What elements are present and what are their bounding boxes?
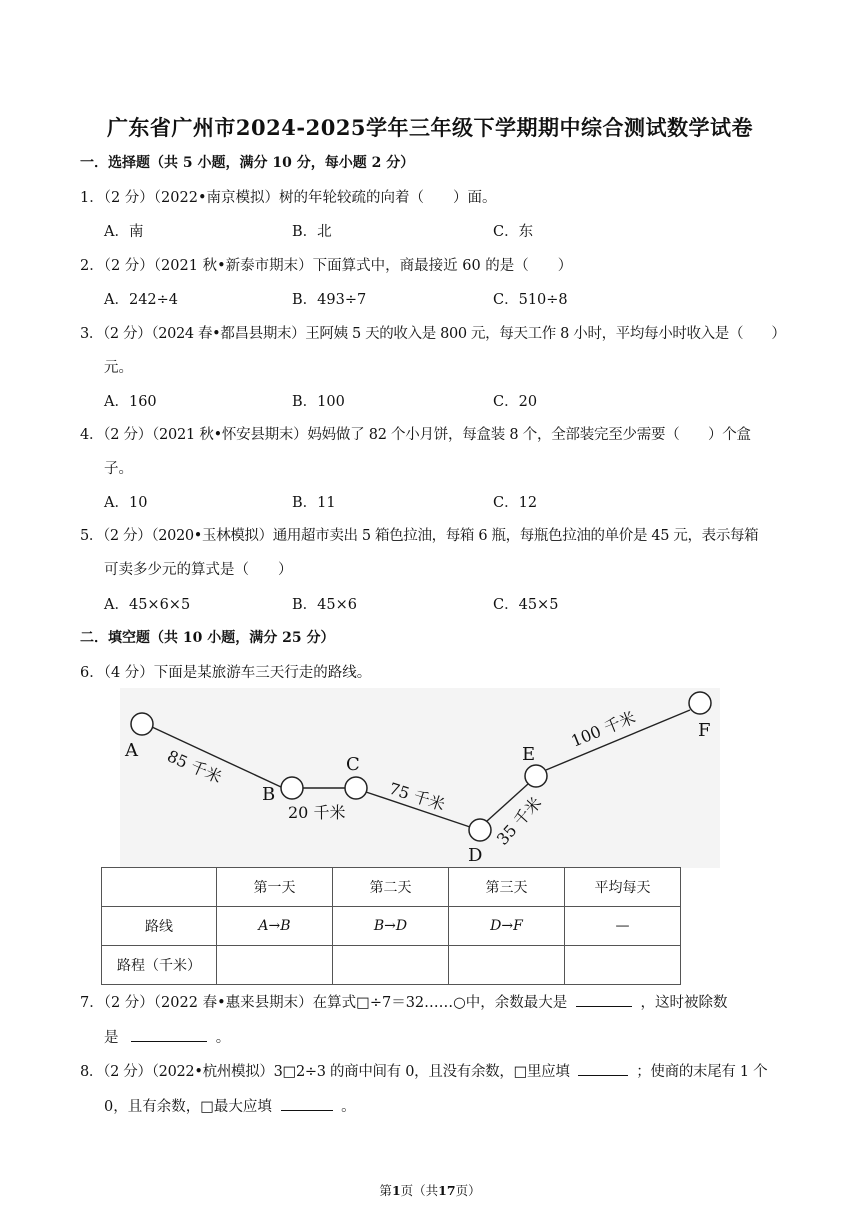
point-a-circle — [131, 713, 153, 735]
question-8 — [80, 1061, 767, 1082]
route-average: — — [565, 907, 681, 946]
distance-cd: 75 千米 — [386, 778, 448, 815]
point-e-circle — [525, 765, 547, 787]
answer-blank-q7-2[interactable] — [131, 1027, 207, 1042]
footer-pre: 第 — [379, 1183, 392, 1198]
table-header-row — [102, 868, 681, 907]
question-7-cont — [104, 1027, 230, 1048]
answer-blank-q8-2[interactable] — [281, 1096, 333, 1111]
route-day-2: B→D — [333, 907, 449, 946]
distance-ab: 85 千米 — [164, 746, 225, 788]
table-header: 第二天 — [333, 868, 449, 907]
distance-day-1-cell[interactable] — [217, 946, 333, 985]
table-header: 平均每天 — [565, 868, 681, 907]
distance-de: 35 千米 — [492, 793, 546, 849]
q2-option-b: B．493÷7 — [292, 292, 367, 308]
question-8-text-d: 。 — [341, 1099, 356, 1115]
point-c-circle — [345, 777, 367, 799]
point-b-circle — [281, 777, 303, 799]
q4-option-b: B．11 — [292, 495, 336, 511]
distance-bc: 20 千米 — [288, 803, 346, 822]
route-day-1: A→B — [217, 907, 333, 946]
footer-page-number: 1 — [391, 1183, 401, 1198]
section-heading-fill: 二．填空题（共 10 小题，满分 25 分） — [80, 630, 335, 646]
section-heading-choice: 一．选择题（共 5 小题，满分 10 分，每小题 2 分） — [80, 155, 415, 171]
point-e-label: E — [522, 744, 536, 765]
question-5-cont: 可卖多少元的算式是（ ） — [104, 562, 293, 578]
table-header: 第三天 — [449, 868, 565, 907]
q5-option-b: B．45×6 — [292, 597, 357, 613]
q1-option-b: B．北 — [292, 224, 332, 240]
footer-post: 页） — [455, 1183, 481, 1198]
question-7-text-c: 是 — [104, 1030, 119, 1046]
question-7 — [80, 992, 728, 1013]
point-a-label: A — [125, 740, 138, 761]
q2-option-a: A．242÷4 — [104, 292, 179, 308]
page-title: 广东省广州市2024-2025学年三年级下学期期中综合测试数学试卷 — [106, 115, 754, 140]
question-7-text-b: ，这时被除数 — [640, 995, 728, 1011]
distance-average-cell[interactable] — [565, 946, 681, 985]
q2-option-c: C．510÷8 — [493, 292, 568, 308]
row-label-distance: 路程（千米） — [102, 946, 217, 985]
q1-option-c: C．东 — [493, 224, 534, 240]
page-footer — [0, 1181, 860, 1199]
question-8-text-b: ；使商的末尾有 1 个 — [636, 1064, 768, 1080]
q1-option-a: A．南 — [104, 224, 144, 240]
distance-day-2-cell[interactable] — [333, 946, 449, 985]
point-d-circle — [469, 819, 491, 841]
distance-ef: 100 千米 — [568, 707, 639, 751]
row-label-route: 路线 — [102, 907, 217, 946]
point-f-label: F — [698, 720, 711, 741]
question-6: 6．（4 分）下面是某旅游车三天行走的路线。 — [80, 665, 372, 681]
route-day-3: D→F — [449, 907, 565, 946]
footer-page-total: 17 — [438, 1183, 456, 1198]
point-b-label: B — [262, 784, 276, 805]
table-row — [102, 946, 681, 985]
table-header: 第一天 — [217, 868, 333, 907]
answer-blank-q8-1[interactable] — [578, 1061, 628, 1076]
route-table — [101, 867, 681, 985]
question-5: 5．（2 分）（2020•玉林模拟）通用超市卖出 5 箱色拉油，每箱 6 瓶，每瓶色拉油的单价是 45 元，表示每箱 — [80, 528, 759, 544]
footer-mid: 页（共 — [400, 1183, 439, 1198]
question-4: 4．（2 分）（2021 秋•怀安县期末）妈妈做了 82 个小月饼，每盒装 8 个，全部装完至少需要（ ）个盒 — [80, 427, 751, 443]
q3-option-a: A．160 — [104, 394, 157, 410]
question-8-text-c: 0，且有余数，□最大应填 — [104, 1099, 272, 1115]
question-4-cont: 子。 — [104, 461, 133, 477]
question-8-text-a: 8．（2 分）（2022•杭州模拟）3□2÷3 的商中间有 0，且没有余数，□里应填 — [80, 1064, 570, 1080]
table-row — [102, 907, 681, 946]
table-cell — [102, 868, 217, 907]
route-diagram — [120, 688, 720, 868]
answer-blank-q7-1[interactable] — [576, 992, 632, 1007]
point-c-label: C — [346, 754, 360, 775]
question-7-text-a: 7．（2 分）（2022 春•惠来县期末）在算式□÷7＝32……○中，余数最大是 — [80, 995, 568, 1011]
question-3-cont: 元。 — [104, 360, 133, 376]
question-8-cont — [104, 1096, 356, 1117]
question-3: 3．（2 分）（2024 春•都昌县期末）王阿姨 5 天的收入是 800 元，每天工作 8 小时，平均每小时收入是（ ） — [80, 326, 786, 342]
q5-option-a: A．45×6×5 — [104, 597, 191, 613]
q3-option-c: C．20 — [493, 394, 538, 410]
q5-option-c: C．45×5 — [493, 597, 559, 613]
question-1: 1．（2 分）（2022•南京模拟）树的年轮较疏的向着（ ）面。 — [80, 190, 497, 206]
point-d-label: D — [468, 845, 483, 866]
point-f-circle — [689, 692, 711, 714]
q4-option-a: A．10 — [104, 495, 148, 511]
distance-day-3-cell[interactable] — [449, 946, 565, 985]
q3-option-b: B．100 — [292, 394, 345, 410]
question-7-text-d: 。 — [215, 1030, 231, 1046]
question-2: 2．（2 分）（2021 秋•新泰市期末）下面算式中，商最接近 60 的是（ ） — [80, 258, 573, 274]
q4-option-c: C．12 — [493, 495, 538, 511]
